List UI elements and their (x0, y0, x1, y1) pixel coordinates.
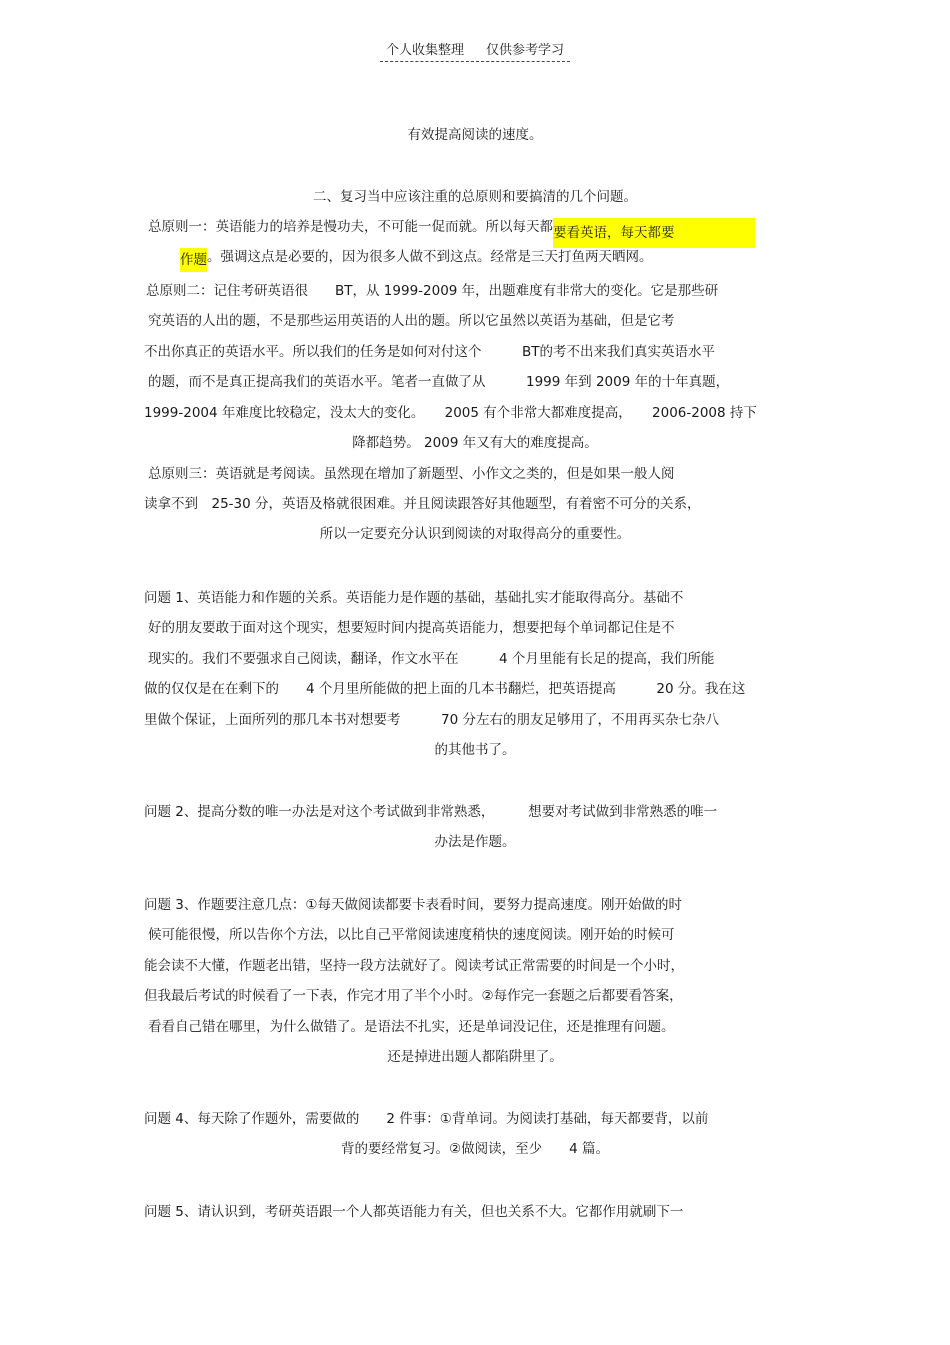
text-line: 降都趋势。 2009 年又有大的难度提高。 (352, 435, 598, 451)
text-span: 。强调这点是必要的，因为很多人做不到这点。经常是三天打鱼两天晒网。 (207, 249, 653, 265)
text-line: 的题，而不是真正提高我们的英语水平。笔者一直做了从 1999 年到 2009 年的十年真题， (148, 374, 730, 390)
header-right-text: 仅供参考学习 (486, 43, 565, 58)
page-header (380, 39, 570, 62)
highlighted-text: 要看英语，每天都要 (553, 218, 755, 248)
text-line: 不出你真正的英语水平。所以我们的任务是如何对付这个 BT的考不出来我们真实英语水平 (144, 344, 716, 360)
text-line: 问题 4、每天除了作题外，需要做的 2 件事：①背单词。为阅读打基础，每天都要背，以前 (144, 1111, 709, 1127)
text-line: 还是掉进出题人都陷阱里了。 (387, 1049, 563, 1065)
text-line: 背的要经常复习。②做阅读，至少 4 篇。 (341, 1141, 609, 1157)
text-span: 总原则一：英语能力的培养是慢功夫，不可能一促而就。所以每天都 (148, 219, 553, 235)
highlighted-text: 作题 (180, 248, 207, 272)
text-line: 总原则三：英语就是考阅读。虽然现在增加了新题型、小作文之类的，但是如果一般人阅 (148, 466, 675, 482)
text-line: 候可能很慢，所以告你个方法，以比自己平常阅读速度稍快的速度阅读。刚开始的时候可 (148, 927, 675, 943)
section-heading: 二、复习当中应该注重的总原则和要搞清的几个问题。 (313, 189, 637, 205)
text-line: 好的朋友要敢于面对这个现实，想要短时间内提高英语能力，想要把每个单词都记住是不 (148, 620, 675, 636)
text-line: 问题 3、作题要注意几点：①每天做阅读都要卡表看时间，要努力提高速度。刚开始做的时 (144, 897, 682, 913)
text-line (180, 248, 653, 272)
text-line: 有效提高阅读的速度。 (407, 127, 543, 143)
text-line (148, 218, 755, 248)
text-line: 1999-2004 年难度比较稳定，没太大的变化。 2005 有个非常大都难度提高， 2006-2008 持下 (144, 405, 757, 421)
text-line: 究英语的人出的题，不是那些运用英语的人出的题。所以它虽然以英语为基础，但是它考 (148, 313, 675, 329)
text-line: 读拿不到 25-30 分，英语及格就很困难。并且阅读跟答好其他题型，有着密不可分的关系， (144, 496, 701, 512)
text-line: 但我最后考试的时候看了一下表，作完才用了半个小时。②每作完一套题之后都要看答案， (144, 988, 683, 1004)
text-line: 总原则二：记住考研英语很 BT，从 1999-2009 年，出题难度有非常大的变化。它是那些研 (146, 283, 719, 299)
text-line: 问题 1、英语能力和作题的关系。英语能力是作题的基础，基础扎实才能取得高分。基础不 (144, 590, 684, 606)
text-line: 看看自己错在哪里，为什么做错了。是语法不扎实，还是单词没记住，还是推理有问题。 (148, 1019, 675, 1035)
text-line: 所以一定要充分认识到阅读的对取得高分的重要性。 (319, 526, 631, 542)
text-line: 里做个保证，上面所列的那几本书对想要考 70 分左右的朋友足够用了，不用再买杂七杂八 (144, 712, 719, 728)
text-line: 做的仅仅是在在剩下的 4 个月里所能做的把上面的几本书翻烂，把英语提高 20 分。我在这 (144, 681, 746, 697)
text-line: 能会读不大懂，作题老出错，坚持一段方法就好了。阅读考试正常需要的时间是一个小时， (144, 958, 684, 974)
text-line: 问题 2、提高分数的唯一办法是对这个考试做到非常熟悉， 想要对考试做到非常熟悉的唯一 (144, 804, 718, 820)
text-line: 办法是作题。 (434, 834, 516, 850)
text-line: 的其他书了。 (434, 742, 516, 758)
text-line: 问题 5、请认识到，考研英语跟一个人都英语能力有关，但也关系不大。它都作用就刷下一 (144, 1204, 684, 1220)
header-left-text: 个人收集整理 (385, 43, 464, 58)
text-line: 现实的。我们不要强求自己阅读，翻译，作文水平在 4 个月里能有长足的提高，我们所能 (148, 651, 715, 667)
